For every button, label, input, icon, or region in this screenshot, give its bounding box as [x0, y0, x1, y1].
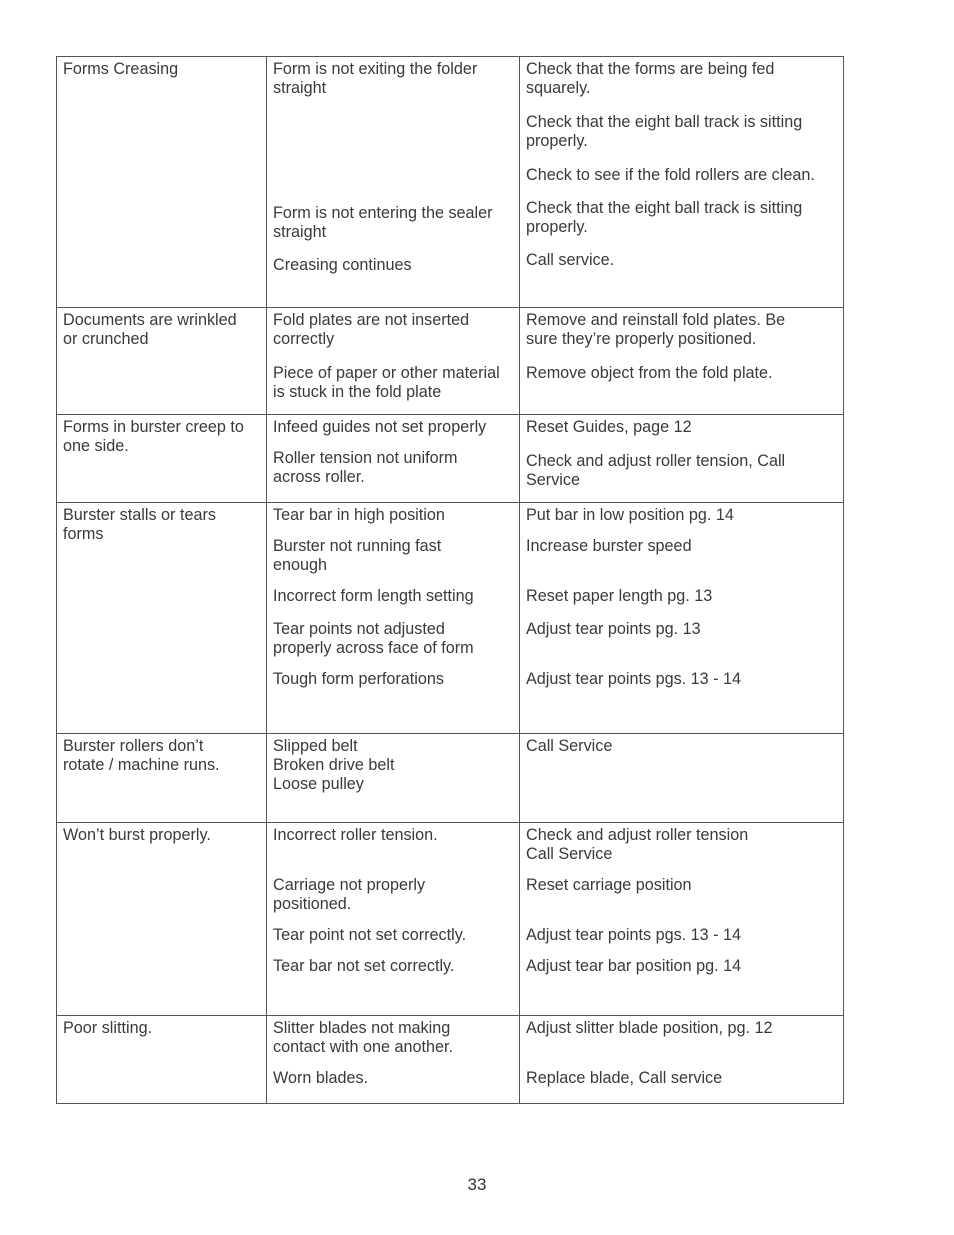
cause-text: Carriage not properly positioned. — [273, 876, 426, 913]
problem-text: Forms Creasing — [63, 60, 179, 78]
table-row — [57, 308, 844, 415]
problem-text: Won’t burst properly. — [63, 826, 211, 844]
table-row — [57, 415, 844, 503]
cause-text: Tear bar in high position — [273, 506, 445, 524]
solution-text: Adjust slitter blade position, pg. 12 — [526, 1019, 773, 1037]
solution-text: Replace blade, Call service — [526, 1069, 723, 1087]
solution-cell — [520, 57, 844, 308]
solution-text: Check that the forms are being fed squarely. — [526, 60, 775, 97]
solution-text: Check that the eight ball track is sitting properly. — [526, 199, 803, 236]
solution-text: Increase burster speed — [526, 537, 692, 555]
solution-text: Reset carriage position — [526, 876, 692, 894]
solution-cell — [520, 823, 844, 1016]
cause-text: Piece of paper or other material is stuck in the fold plate — [273, 364, 500, 401]
solution-text: Put bar in low position pg. 14 — [526, 506, 734, 524]
cause-cell — [267, 308, 520, 415]
solution-cell — [520, 1016, 844, 1104]
problem-text: Poor slitting. — [63, 1019, 153, 1037]
cause-text: Incorrect form length setting — [273, 587, 474, 605]
solution-text: Remove object from the fold plate. — [526, 364, 773, 382]
problem-text: Forms in burster creep to one side. — [63, 418, 244, 455]
cause-text: Tear bar not set correctly. — [273, 957, 455, 975]
troubleshooting-table — [56, 56, 844, 1104]
solution-text: Remove and reinstall fold plates. Be sure they’re properly positioned. — [526, 311, 786, 348]
solution-text: Adjust tear bar position pg. 14 — [526, 957, 742, 975]
cause-text: Form is not exiting the folder straight — [273, 60, 478, 97]
solution-text: Adjust tear points pgs. 13 - 14 — [526, 926, 742, 944]
solution-text: Adjust tear points pg. 13 — [526, 620, 701, 638]
solution-text: Check and adjust roller tension Call Service — [526, 826, 749, 863]
solution-text: Call Service — [526, 737, 613, 755]
problem-cell — [57, 1016, 267, 1104]
cause-text: Fold plates are not inserted correctly — [273, 311, 470, 348]
problem-text: Burster stalls or tears forms — [63, 506, 216, 543]
problem-text: Documents are wrinkled or crunched — [63, 311, 237, 348]
cause-text: Slipped belt Broken drive belt Loose pulley — [273, 737, 395, 793]
cause-cell — [267, 57, 520, 308]
solution-text: Check that the eight ball track is sitting properly. — [526, 113, 803, 150]
solution-cell — [520, 308, 844, 415]
cause-cell — [267, 734, 520, 823]
problem-cell — [57, 734, 267, 823]
cause-text: Form is not entering the sealer straight — [273, 204, 493, 241]
table-row — [57, 1016, 844, 1104]
cause-text: Tough form perforations — [273, 670, 444, 688]
problem-cell — [57, 503, 267, 734]
cause-text: Creasing continues — [273, 256, 412, 274]
solution-text: Call service. — [526, 251, 615, 269]
table-row — [57, 734, 844, 823]
cause-text: Incorrect roller tension. — [273, 826, 438, 844]
solution-text: Reset Guides, page 12 — [526, 418, 692, 436]
cause-text: Infeed guides not set properly — [273, 418, 487, 436]
solution-text: Check and adjust roller tension, Call Service — [526, 452, 786, 489]
solution-cell — [520, 734, 844, 823]
problem-cell — [57, 823, 267, 1016]
cause-cell — [267, 823, 520, 1016]
cause-text: Slitter blades not making contact with one another. — [273, 1019, 453, 1056]
cause-cell — [267, 503, 520, 734]
table-row — [57, 823, 844, 1016]
solution-cell — [520, 503, 844, 734]
problem-text: Burster rollers don’t rotate / machine runs. — [63, 737, 220, 774]
problem-cell — [57, 308, 267, 415]
cause-cell — [267, 1016, 520, 1104]
cause-text: Tear point not set correctly. — [273, 926, 467, 944]
solution-text: Reset paper length pg. 13 — [526, 587, 713, 605]
table-row — [57, 503, 844, 734]
page-number: 33 — [467, 1175, 487, 1194]
problem-cell — [57, 57, 267, 308]
solution-cell — [520, 415, 844, 503]
cause-text: Roller tension not uniform across roller. — [273, 449, 458, 486]
cause-text: Burster not running fast enough — [273, 537, 442, 574]
troubleshooting-table-body — [57, 57, 844, 1104]
cause-text: Worn blades. — [273, 1069, 369, 1087]
solution-text: Check to see if the fold rollers are clean. — [526, 166, 815, 184]
cause-cell — [267, 415, 520, 503]
cause-text: Tear points not adjusted properly across face of form — [273, 620, 474, 657]
solution-text: Adjust tear points pgs. 13 - 14 — [526, 670, 742, 688]
table-row — [57, 57, 844, 308]
problem-cell — [57, 415, 267, 503]
